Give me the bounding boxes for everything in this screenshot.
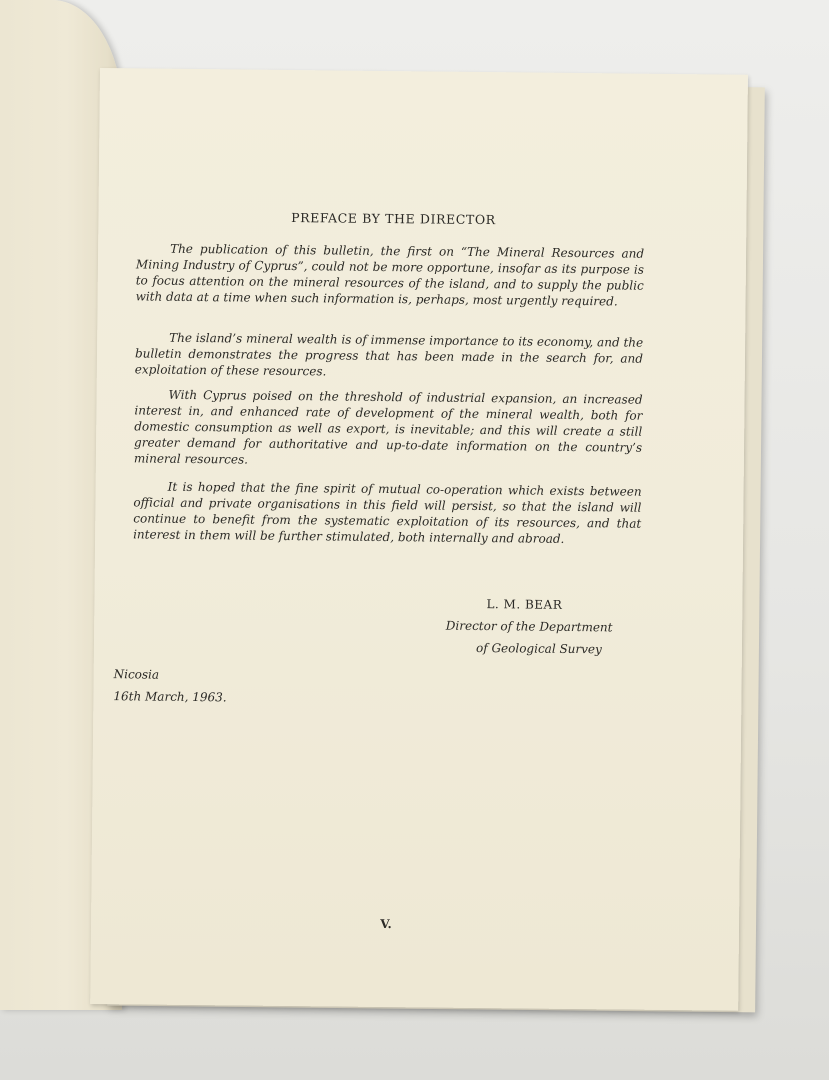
paragraph-1: The publication of this bulletin, the first on “The Mineral Resources and Mining Industry of Cyprus”, could not be more opportune, insofar as its purpose is to focus attention on the mineral resources of the island, and to supply the public with data at a time when such information is, perhaps, most urgently required.: [135, 241, 645, 309]
preface-title: PREFACE BY THE DIRECTOR: [291, 210, 496, 228]
signatory-title-line1: Director of the Department: [445, 618, 613, 635]
book-page: [90, 68, 748, 1011]
paragraph-4: It is hoped that the fine spirit of mutual co-operation which exists between official and private organisations in this field will persist, so that the island will continue to benefit from the systematic exploitation of its resources, and that interest in them will be further stimulated, both internally and abroad.: [133, 479, 642, 546]
date: 16th March, 1963.: [113, 689, 227, 705]
place: Nicosia: [113, 667, 160, 682]
signatory-title-line2: of Geological Survey: [475, 640, 602, 657]
page-number: V.: [380, 916, 392, 932]
paragraph-2: The island’s mineral wealth is of immense importance to its economy, and the bulletin demonstrates the progress that has been made in the search for, and exploitation of these resources.: [134, 330, 644, 379]
signatory-name: L. M. BEAR: [486, 597, 563, 612]
paragraph-3: With Cyprus poised on the threshold of industrial expansion, an increased interest in, and enhanced rate of development of the mineral wealth, both for domestic consumption as well as export, is inevitable; and this will create a still greater demand for authoritative and up-to-date information on the country’s mineral resources.: [133, 387, 643, 467]
